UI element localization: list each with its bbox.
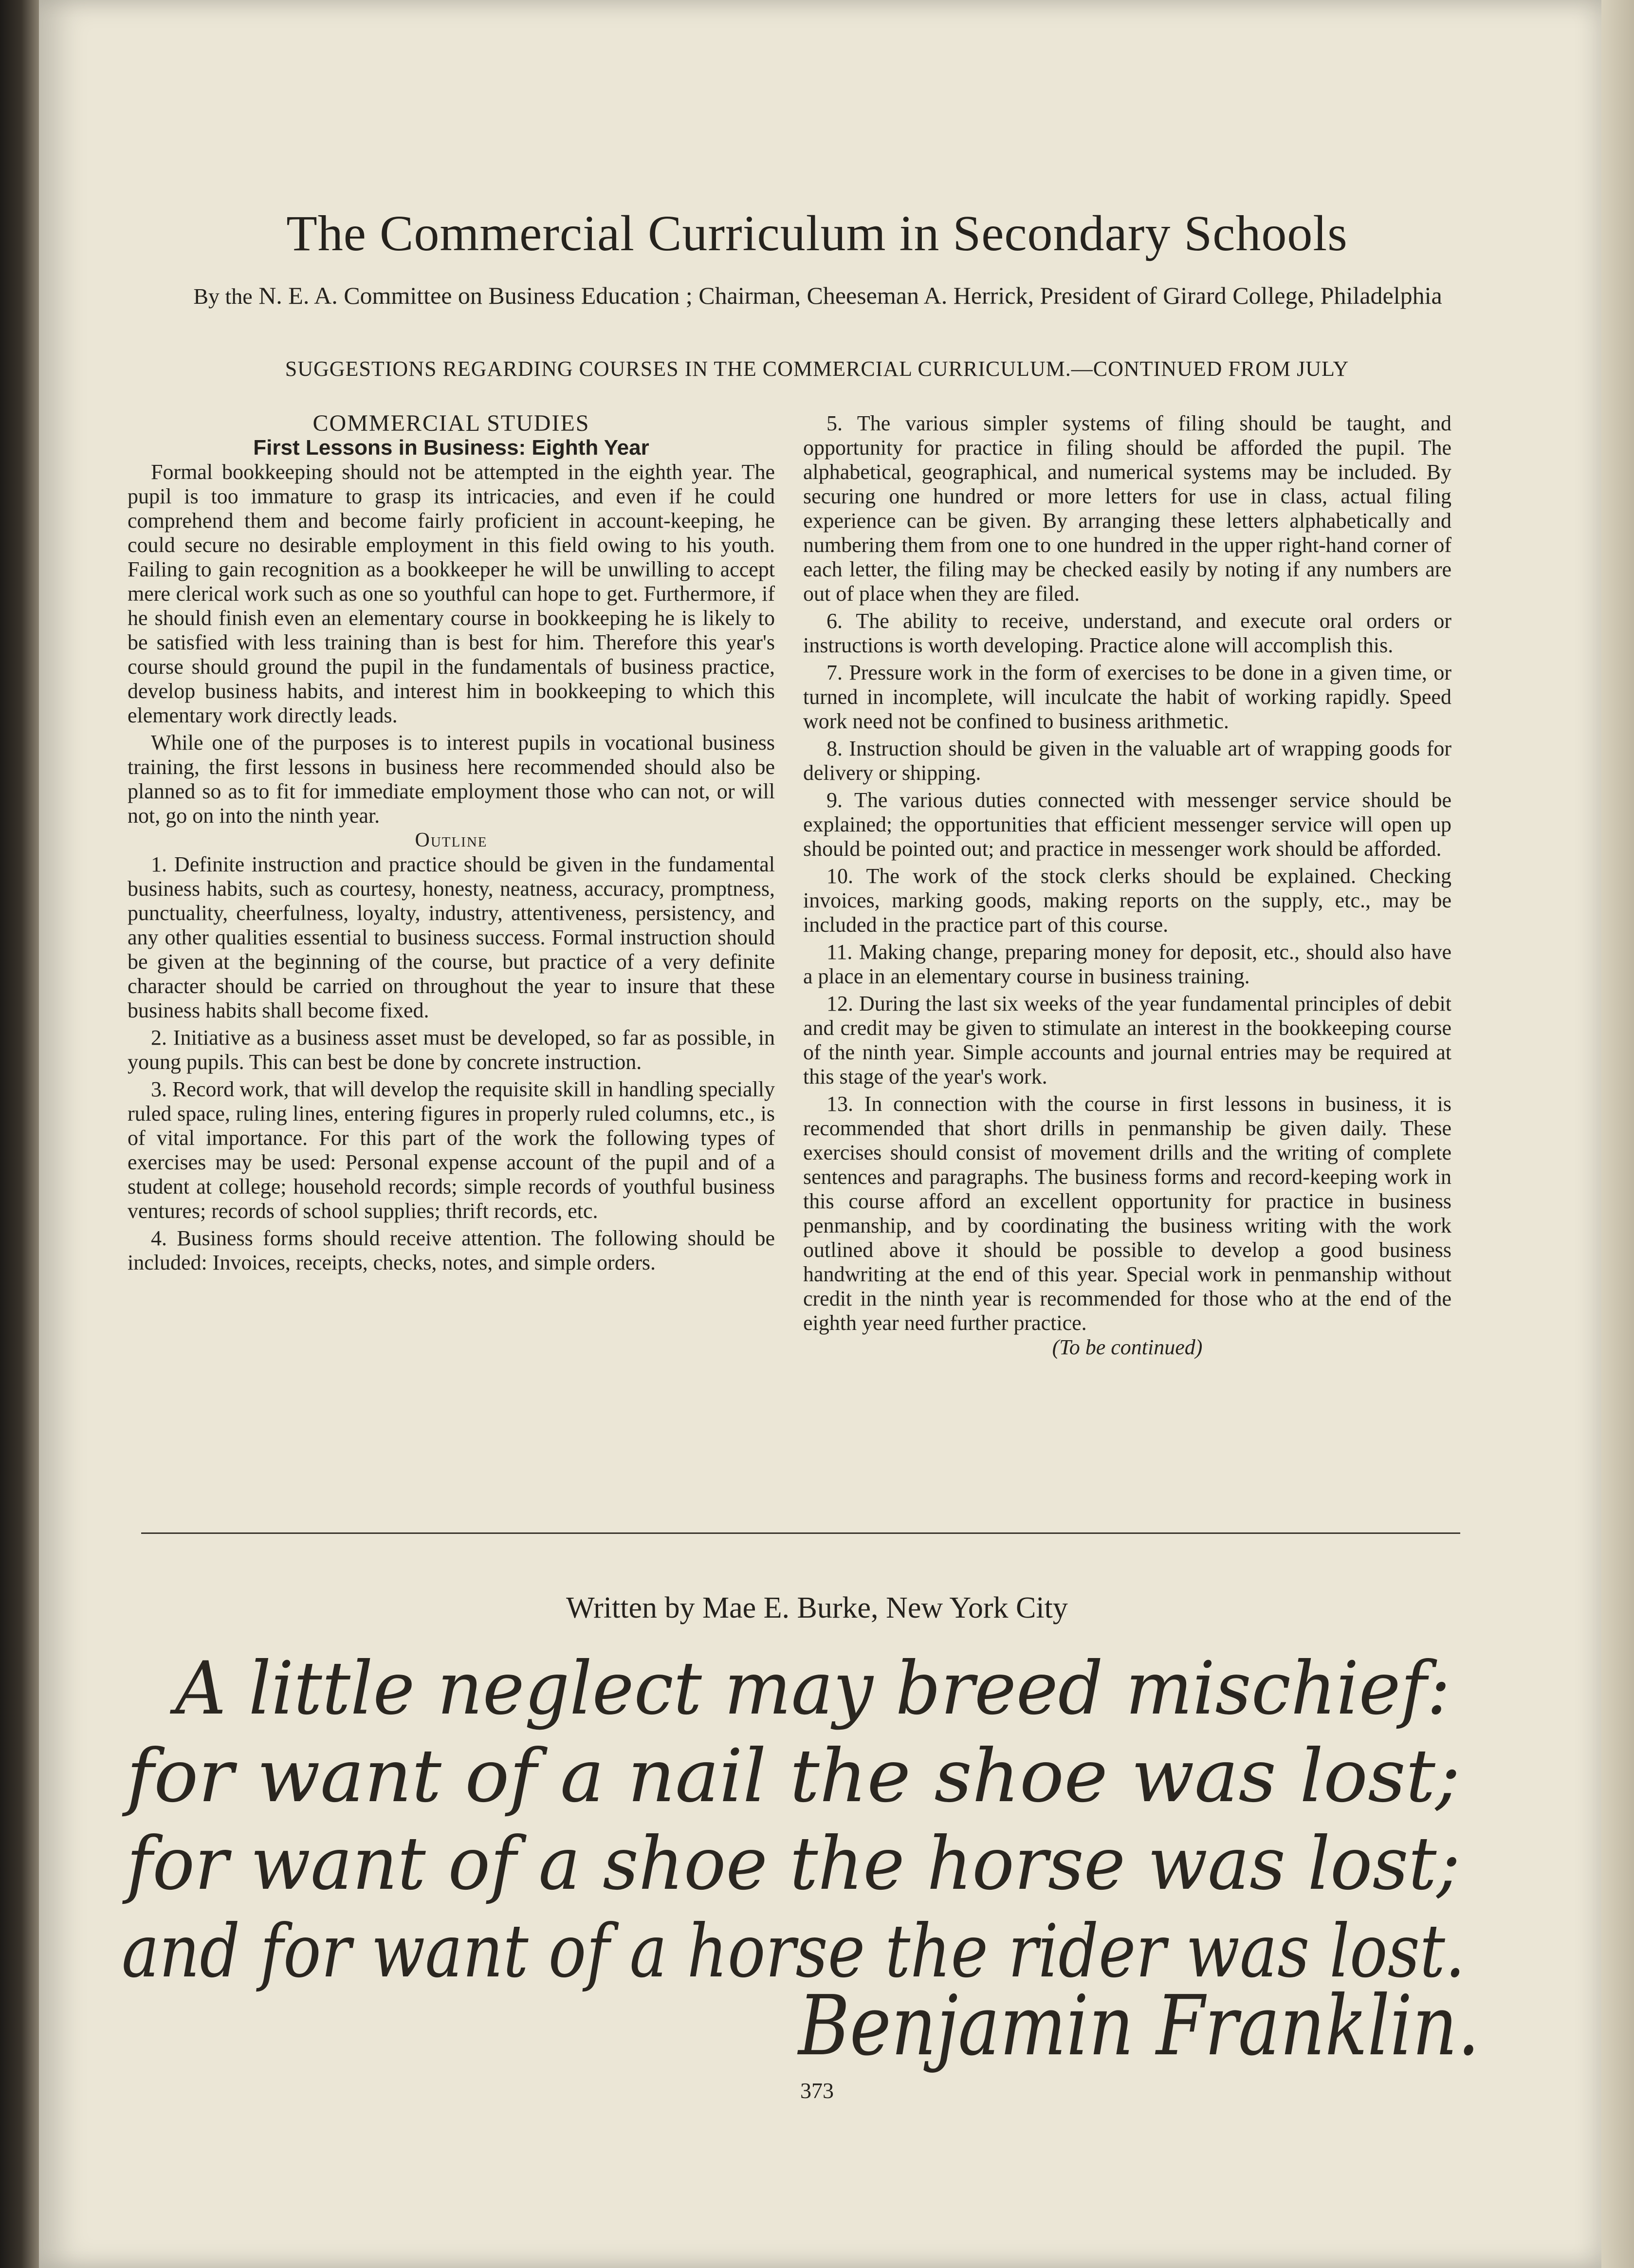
outline-heading: Outline	[415, 829, 488, 851]
script-line: for want of a nail the shoe was lost;	[121, 1734, 1461, 1819]
body-paragraph: Formal bookkeeping should not be attempted in the eighth year. The pupil is too immature to grasp its intricacies, and even if he could comprehend them and become fairly proficient in account-keeping, he could secure no desirable employment in this field owing to his youth. Failing to gain recognition as a bookkeeper he will be unwilling to accept mere clerical work such as one so youthful can hope to get. Furthermore, if he should finish even an elementary course in bookkeeping he is likely to be satisfied with less training than is best for him. Therefore this year's course should ground the pupil in the fundamentals of business practice, develop business habits, and interest him in bookkeeping to which this elementary work directly leads.	[128, 460, 775, 727]
outline-item: 10. The work of the stock clerks should be explained. Checking invoices, marking goods, making reports on the supply, etc., may be included in the practice part of this course.	[803, 864, 1451, 937]
article-subheading: SUGGESTIONS REGARDING COURSES IN THE COMMERCIAL CURRICULUM.—CONTINUED FROM JULY	[285, 357, 1349, 381]
byline-main: N. E. A. Committee on Business Education ; Chairman, Cheeseman A. Herrick, President of Girard College, Philadelphia	[258, 282, 1442, 309]
sub-heading: First Lessons in Business: Eighth Year	[253, 436, 649, 460]
article-byline	[161, 280, 1475, 312]
outline-item: 13. In connection with the course in first lessons in business, it is recommended that short drills in penmanship be given daily. These exercises should consist of movement drills and the writing of complete sentences and paragraphs. The business forms and record-keeping work in this course afford an excellent opportunity for practice in business penmanship, and by coordinating the business writing with the work outlined above it should be possible to develop a good business handwriting at the end of this year. Special work in penmanship without credit in the ninth year is recommended for those who at the end of the eighth year need further practice.	[803, 1092, 1451, 1335]
outline-item: 5. The various simpler systems of filing should be taught, and opportunity for practice in filing should be afforded the pupil. The alphabetical, geographical, and numerical systems may be included. By securing one hundred or more letters for use in class, actual filing experience can be given. By arranging these letters alphabetically and numbering them from one to one hundred in the upper right-hand corner of each letter, the filing may be checked easily by noting if any numbers are out of place when they are filed.	[803, 411, 1451, 606]
byline-by: By the	[193, 284, 253, 309]
page-number: 373	[800, 2078, 834, 2103]
script-signature: Benjamin Franklin.	[797, 1978, 1480, 2074]
right-column	[803, 411, 1451, 1360]
outline-item: 7. Pressure work in the form of exercises to be done in a given time, or turned in incomplete, will inculcate the habit of working rapidly. Speed work need not be confined to business arithmetic.	[803, 661, 1451, 733]
outline-item: 1. Definite instruction and practice should be given in the fundamental business habits, such as courtesy, honesty, neatness, accuracy, promptness, punctuality, cheerfulness, loyalty, industry, attentiveness, persistency, and any other qualities essential to business success. Formal instruction should be given at the beginning of the course, but practice of a very definite character should be carried on throughout the year to insure that these business habits shall become fixed.	[128, 852, 775, 1022]
outline-item: 6. The ability to receive, understand, and execute oral orders or instructions is worth developing. Practice alone will accomplish this.	[803, 609, 1451, 657]
outline-item: 8. Instruction should be given in the valuable art of wrapping goods for delivery or shipping.	[803, 737, 1451, 785]
book-binding-shadow	[0, 0, 39, 2268]
penmanship-heading: Written by Mae E. Burke, New York City	[566, 1591, 1068, 1624]
section-heading: COMMERCIAL STUDIES	[312, 410, 590, 436]
body-paragraph: While one of the purposes is to interest pupils in vocational business training, the first lessons in business here recommended should also be planned so as to fit for immediate employment those who can not, or will not, go on into the ninth year.	[128, 731, 775, 828]
script-line: and for want of a horse the rider was lost.	[122, 1909, 1465, 1994]
script-line: for want of a shoe the horse was lost;	[122, 1822, 1461, 1906]
left-column	[128, 411, 775, 1275]
script-line: A little neglect may breed mischief:	[169, 1646, 1450, 1731]
section-divider	[141, 1532, 1460, 1534]
page-edge	[1601, 0, 1634, 2268]
continued-note: (To be continued)	[1052, 1335, 1203, 1359]
penmanship-specimen	[112, 1641, 1514, 2074]
article-title: The Commercial Curriculum in Secondary Schools	[286, 205, 1348, 261]
outline-item: 4. Business forms should receive attention. The following should be included: Invoices, receipts, checks, notes, and simple orders.	[128, 1226, 775, 1274]
outline-item: 3. Record work, that will develop the requisite skill in handling specially ruled space, ruling lines, entering figures in properly ruled columns, etc., is of vital importance. For this part of the work the following types of exercises may be used: Personal expense account of the pupil and of a student at college; household records; simple records of youthful business ventures; records of school supplies; thrift records, etc.	[128, 1077, 775, 1223]
outline-item: 11. Making change, preparing money for deposit, etc., should also have a place in an elementary course in business training.	[803, 940, 1451, 988]
outline-item: 12. During the last six weeks of the year fundamental principles of debit and credit may be given to stimulate an interest in the bookkeeping course of the ninth year. Simple accounts and journal entries may be required at this stage of the year's work.	[803, 992, 1451, 1088]
outline-item: 2. Initiative as a business asset must be developed, so far as possible, in young pupils. This can best be done by concrete instruction.	[128, 1026, 775, 1074]
outline-item: 9. The various duties connected with messenger service should be explained; the opportunities that efficient messenger service will open up should be pointed out; and practice in messenger work should be afforded.	[803, 788, 1451, 861]
